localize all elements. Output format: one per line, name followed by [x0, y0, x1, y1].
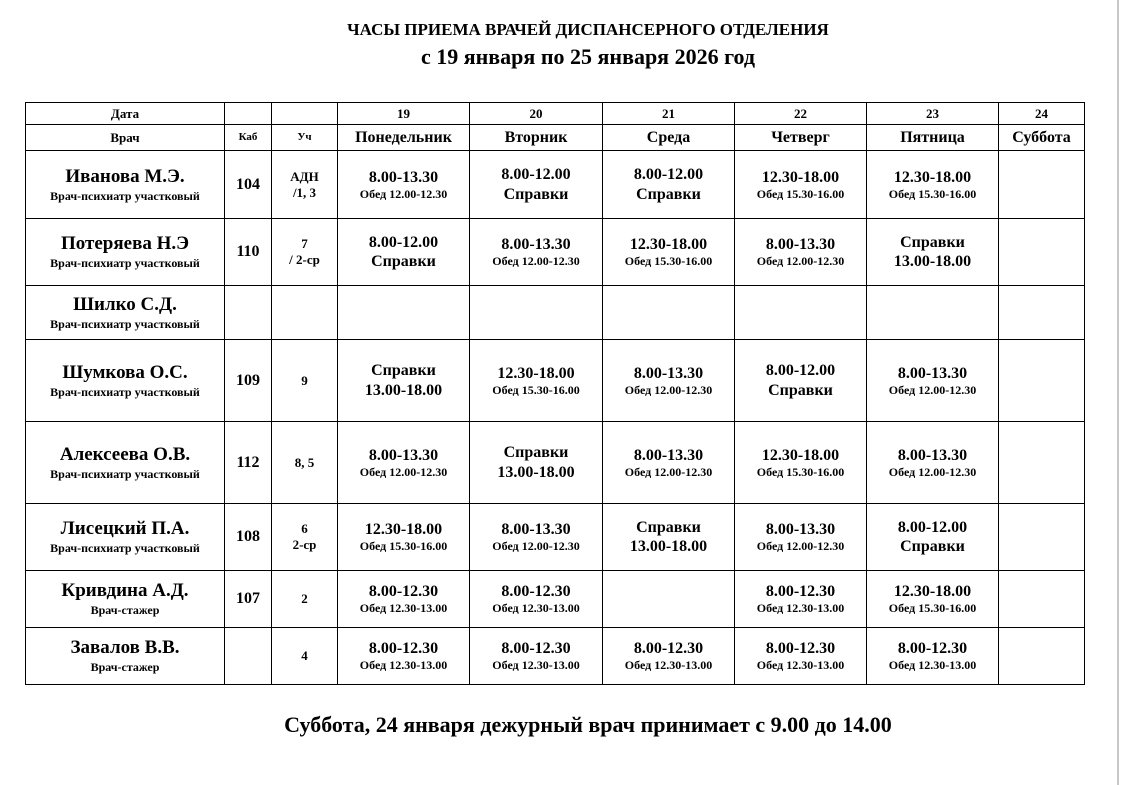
schedule-line: Обед 12.00-12.30 [359, 186, 448, 201]
schedule-line: Справки [371, 362, 436, 380]
doctor-cell [26, 219, 225, 286]
weekday-cell: Понедельник [338, 125, 470, 151]
date-cell: 24 [999, 103, 1085, 125]
schedule-line: 8.00-12.30 [368, 640, 439, 658]
weekday-cell: Вторник [470, 125, 603, 151]
plot-cell [272, 340, 338, 422]
room-cell: 108 [225, 504, 272, 571]
doctor-cell [26, 422, 225, 504]
schedule-line: Обед 12.30-13.00 [359, 601, 448, 616]
room-cell: 109 [225, 340, 272, 422]
empty-header-cell [225, 103, 272, 125]
schedule-cell [470, 151, 603, 219]
schedule-line: 12.30-18.00 [497, 364, 575, 382]
schedule-cell [338, 286, 470, 340]
plot-label: Уч [272, 125, 338, 151]
plot-cell [272, 286, 338, 340]
doctor-name: Шумкова О.С. [62, 361, 188, 383]
date-cell: 21 [603, 103, 735, 125]
schedule-line: Справки [900, 538, 965, 555]
plot-line: 4 [301, 648, 308, 664]
schedule-line: 12.30-18.00 [893, 583, 972, 601]
schedule-line: 8.00-12.30 [368, 583, 439, 601]
schedule-cell [603, 219, 735, 286]
schedule-cell [735, 286, 867, 340]
schedule-line: Обед 15.30-16.00 [492, 382, 580, 397]
schedule-cell [338, 219, 470, 286]
schedule-line: 8.00-12.00 [368, 233, 439, 251]
empty-header-cell [272, 103, 338, 125]
room-cell [225, 286, 272, 340]
schedule-line: 8.00-12.00 [897, 518, 968, 536]
schedule-line: 13.00-18.00 [893, 253, 972, 270]
schedule-line: 13.00-18.00 [629, 538, 708, 555]
schedule-cell [338, 571, 470, 628]
schedule-line: 8.00-12.00 [633, 166, 704, 184]
schedule-cell [867, 340, 999, 422]
schedule-cell [867, 422, 999, 504]
schedule-line: 12.30-18.00 [761, 168, 840, 186]
schedule-cell [603, 571, 735, 628]
schedule-cell [867, 504, 999, 571]
schedule-cell [867, 219, 999, 286]
plot-cell [272, 504, 338, 571]
schedule-cell [338, 628, 470, 685]
doctor-role: Врач-психиатр участковый [50, 256, 200, 271]
schedule-line: 13.00-18.00 [364, 381, 443, 399]
schedule-cell [603, 504, 735, 571]
saturday-duty-note: Суббота, 24 января дежурный врач принимает с 9.00 до 14.00 [284, 712, 892, 737]
doctor-name: Шилко С.Д. [73, 293, 177, 315]
schedule-line: Справки [503, 444, 569, 462]
schedule-line: 8.00-13.30 [501, 521, 571, 539]
schedule-cell [603, 286, 735, 340]
schedule-line: Обед 12.00-12.30 [624, 382, 713, 397]
schedule-line: Обед 12.30-13.00 [359, 658, 448, 673]
schedule-line: 8.00-12.30 [501, 640, 571, 658]
schedule-cell [867, 286, 999, 340]
doctor-row [26, 504, 1085, 571]
schedule-cell [603, 422, 735, 504]
weekday-cell: Среда [603, 125, 735, 151]
date-header-row [26, 103, 1085, 125]
doctor-name: Алексеева О.В. [59, 443, 191, 465]
schedule-line: Обед 12.30-13.00 [756, 601, 845, 616]
doctor-cell [26, 151, 225, 219]
schedule-line: Обед 12.00-12.30 [888, 382, 977, 397]
date-cell: 20 [470, 103, 603, 125]
schedule-cell [735, 422, 867, 504]
schedule-cell [999, 422, 1085, 504]
doctor-name: Кривдина А.Д. [61, 580, 189, 602]
schedule-cell [735, 219, 867, 286]
doctor-row [26, 286, 1085, 340]
schedule-line: Справки [636, 185, 701, 203]
room-cell: 107 [225, 571, 272, 628]
weekday-cell: Суббота [999, 125, 1085, 151]
schedule-line: Обед 12.00-12.30 [756, 539, 845, 554]
schedule-line: Обед 15.30-16.00 [756, 186, 845, 201]
weekday-cell: Пятница [867, 125, 999, 151]
schedule-line: 8.00-13.30 [897, 364, 968, 382]
schedule-line: 8.00-12.30 [633, 640, 704, 658]
plot-line: 8, 5 [294, 454, 315, 470]
page-right-edge [1117, 0, 1119, 785]
doctor-cell [26, 340, 225, 422]
schedule-cell [470, 340, 603, 422]
plot-line: / 2-ср [289, 252, 320, 267]
room-cell [225, 628, 272, 685]
schedule-cell [603, 340, 735, 422]
schedule-cell [999, 571, 1085, 628]
schedule-cell [338, 340, 470, 422]
doctor-row [26, 628, 1085, 685]
schedule-cell [735, 151, 867, 219]
schedule-line: Справки [900, 233, 965, 251]
plot-line: 2-ср [292, 537, 317, 552]
schedule-line: Справки [371, 253, 436, 270]
schedule-cell [999, 219, 1085, 286]
schedule-line: Справки [768, 381, 833, 399]
plot-line: 7 [301, 236, 308, 252]
schedule-cell [470, 504, 603, 571]
schedule-cell [999, 286, 1085, 340]
schedule-cell [470, 628, 603, 685]
page-title: ЧАСЫ ПРИЕМА ВРАЧЕЙ ДИСПАНСЕРНОГО ОТДЕЛЕНИЯ [347, 20, 829, 39]
doctor-name: Лисецкий П.А. [60, 518, 190, 540]
doctor-name: Иванова М.Э. [65, 165, 185, 187]
room-label: Каб [225, 125, 272, 151]
schedule-cell [735, 628, 867, 685]
plot-line: 2 [301, 591, 308, 607]
schedule-line: 8.00-13.30 [633, 446, 704, 464]
schedule-cell [338, 422, 470, 504]
schedule-line: Обед 15.30-16.00 [624, 254, 713, 269]
schedule-cell [603, 628, 735, 685]
doctor-cell [26, 571, 225, 628]
date-cell: 22 [735, 103, 867, 125]
schedule-line: 8.00-12.30 [765, 640, 836, 658]
weekday-header-row [26, 125, 1085, 151]
schedule-cell [999, 504, 1085, 571]
schedule-cell [470, 422, 603, 504]
doctor-name: Потеряева Н.Э [61, 233, 189, 255]
schedule-line: 8.00-13.30 [368, 446, 439, 464]
schedule-line: Обед 12.30-13.00 [624, 658, 713, 673]
schedule-line: Обед 12.00-12.30 [492, 539, 580, 554]
doctor-cell [26, 504, 225, 571]
schedule-line: Обед 12.00-12.30 [888, 464, 977, 479]
doctor-role: Врач-психиатр участковый [50, 541, 200, 556]
doctor-role: Врач-стажер [90, 660, 160, 675]
schedule-cell [338, 151, 470, 219]
room-cell: 104 [225, 151, 272, 219]
schedule-cell [735, 571, 867, 628]
plot-line: АДН [290, 168, 319, 184]
schedule-cell [603, 151, 735, 219]
doctor-row [26, 422, 1085, 504]
schedule-cell [999, 628, 1085, 685]
plot-line: 9 [301, 372, 308, 388]
schedule-line: Обед 12.30-13.00 [492, 658, 580, 673]
schedule-cell [867, 151, 999, 219]
schedule-line: 8.00-13.30 [765, 521, 836, 539]
doctor-name: Завалов В.В. [70, 637, 180, 659]
plot-line: /1, 3 [292, 184, 317, 200]
schedule-line: 12.30-18.00 [364, 521, 443, 539]
schedule-line: 8.00-13.30 [633, 364, 704, 382]
doctor-role: Врач-психиатр участковый [50, 316, 200, 331]
doctor-role: Врач-стажер [90, 603, 160, 618]
schedule-line: 8.00-12.00 [501, 166, 571, 184]
schedule-line: 8.00-13.30 [765, 236, 836, 254]
schedule-line: 8.00-12.00 [765, 362, 836, 380]
schedule-line: 13.00-18.00 [497, 463, 575, 481]
schedule-line: Обед 15.30-16.00 [359, 539, 448, 554]
doctor-cell [26, 286, 225, 340]
schedule-line: 8.00-13.30 [897, 446, 968, 464]
schedule-line: Обед 12.00-12.30 [624, 464, 713, 479]
schedule-line: Обед 12.00-12.30 [492, 254, 580, 269]
schedule-line: Обед 12.30-13.00 [756, 658, 845, 673]
schedule-line: Справки [503, 185, 569, 203]
doctor-role: Врач-психиатр участковый [50, 188, 200, 203]
doctor-row [26, 340, 1085, 422]
schedule-line: Обед 12.30-13.00 [888, 658, 977, 673]
doctor-label: Врач [26, 125, 225, 151]
schedule-line: 8.00-13.30 [368, 168, 439, 186]
schedule-cell [735, 340, 867, 422]
schedule-cell [999, 340, 1085, 422]
room-cell: 112 [225, 422, 272, 504]
schedule-line: 8.00-13.30 [501, 236, 571, 254]
schedule-cell [867, 628, 999, 685]
doctor-row [26, 219, 1085, 286]
schedule-line: 8.00-12.30 [765, 583, 836, 601]
doctor-cell [26, 628, 225, 685]
date-label: Дата [26, 103, 225, 125]
page-subtitle: с 19 января по 25 января 2026 год [420, 44, 756, 69]
date-cell: 23 [867, 103, 999, 125]
schedule-line: Обед 12.00-12.30 [359, 464, 448, 479]
schedule-line: Справки [636, 518, 701, 536]
schedule-line: 8.00-12.30 [501, 583, 571, 601]
schedule-cell [735, 504, 867, 571]
plot-cell [272, 151, 338, 219]
schedule-line: 12.30-18.00 [761, 446, 840, 464]
schedule-cell [470, 219, 603, 286]
doctor-row [26, 151, 1085, 219]
schedule-table [25, 102, 1085, 685]
schedule-line: 12.30-18.00 [893, 168, 972, 186]
plot-cell [272, 571, 338, 628]
doctor-row [26, 571, 1085, 628]
schedule-line: Обед 15.30-16.00 [756, 464, 845, 479]
schedule-line: 12.30-18.00 [629, 236, 708, 254]
plot-line: 6 [301, 521, 308, 537]
doctor-role: Врач-психиатр участковый [50, 466, 200, 481]
schedule-line: Обед 15.30-16.00 [888, 601, 977, 616]
schedule-cell [470, 571, 603, 628]
schedule-line: 8.00-12.30 [897, 640, 968, 658]
schedule-line: Обед 15.30-16.00 [888, 186, 977, 201]
schedule-line: Обед 12.00-12.30 [756, 254, 845, 269]
room-cell: 110 [225, 219, 272, 286]
weekday-cell: Четверг [735, 125, 867, 151]
schedule-line: Обед 12.30-13.00 [492, 601, 580, 616]
date-cell: 19 [338, 103, 470, 125]
schedule-cell [338, 504, 470, 571]
schedule-cell [470, 286, 603, 340]
schedule-cell [999, 151, 1085, 219]
plot-cell [272, 219, 338, 286]
schedule-cell [867, 571, 999, 628]
plot-cell [272, 628, 338, 685]
plot-cell [272, 422, 338, 504]
doctor-role: Врач-психиатр участковый [50, 384, 200, 399]
